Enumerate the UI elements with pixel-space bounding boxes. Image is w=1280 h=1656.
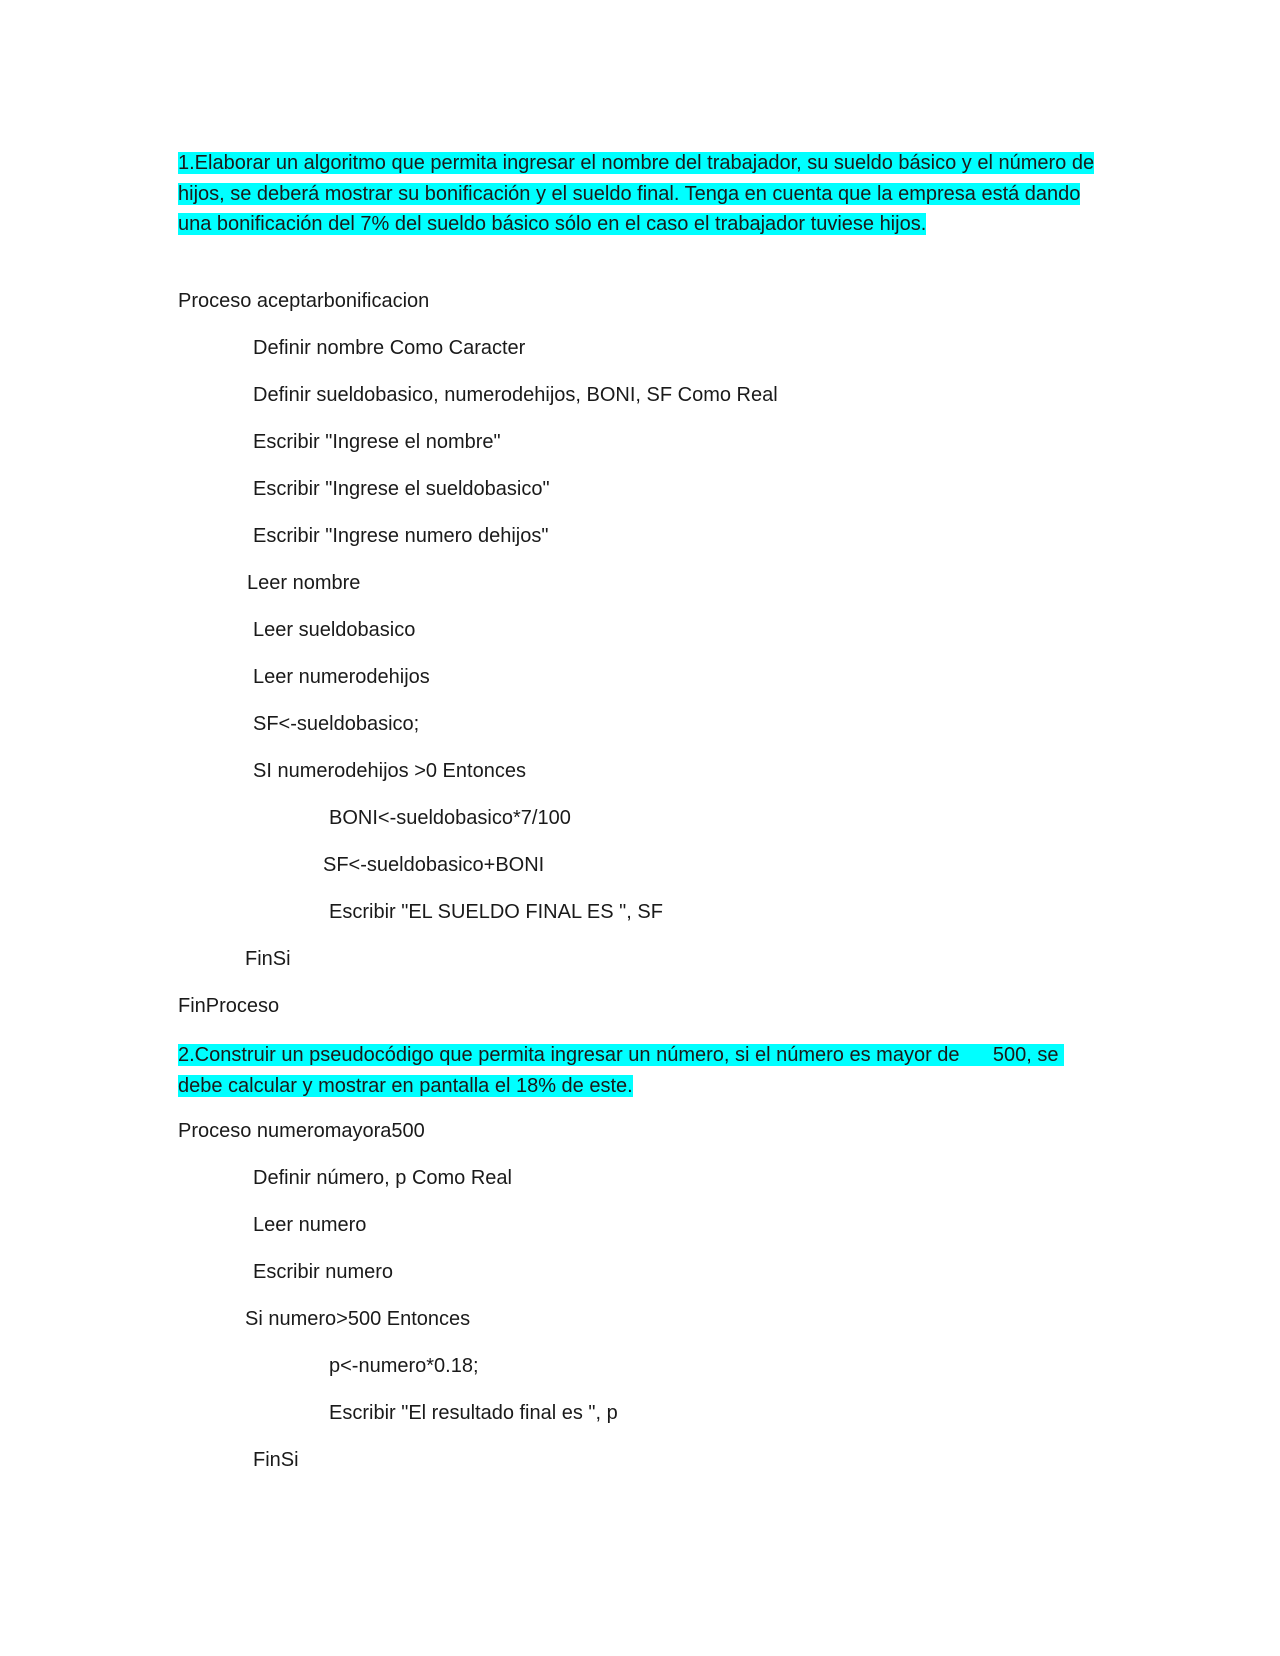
code-line: p<-numero*0.18;: [329, 1355, 479, 1377]
code-line: Leer numerodehijos: [253, 666, 430, 688]
code-line: Si numero>500 Entonces: [245, 1308, 471, 1330]
code-line: Escribir "Ingrese el nombre": [253, 431, 501, 453]
code-line: Definir sueldobasico, numerodehijos, BONI, SF Como Real: [253, 384, 778, 406]
code-line: Escribir "Ingrese numero dehijos": [253, 525, 549, 547]
exercise-2-heading: [178, 1040, 1108, 1101]
exercise-1-heading-text: 1.Elaborar un algoritmo que permita ingresar el nombre del trabajador, su sueldo básico y el número de hijos, se deberá mostrar su bonificación y el sueldo final. Tenga en cuenta que la empresa está dando una bonificación del 7% del sueldo básico sólo en el caso el trabajador tuviese hijos.: [178, 152, 1095, 235]
code-line: Leer sueldobasico: [253, 619, 416, 641]
code-line: Proceso aceptarbonificacion: [178, 290, 430, 312]
code-line: Leer numero: [253, 1214, 367, 1236]
code-line: BONI<-sueldobasico*7/100: [329, 807, 571, 829]
code-line: FinProceso: [178, 995, 280, 1017]
code-line: Definir nombre Como Caracter: [253, 337, 526, 359]
code-line: SI numerodehijos >0 Entonces: [253, 760, 526, 782]
code-line: FinSi: [245, 948, 291, 970]
code-line: FinSi: [253, 1449, 299, 1471]
code-line: Leer nombre: [247, 572, 361, 594]
code-line: Escribir "Ingrese el sueldobasico": [253, 478, 550, 500]
exercise-1-heading: [178, 148, 1108, 240]
exercise-2-heading-text: 2.Construir un pseudocódigo que permita ingresar un número, si el número es mayor de 500, se debe calcular y mostrar en pantalla el 18% de este.: [178, 1044, 1065, 1097]
code-line: Escribir numero: [253, 1261, 394, 1283]
code-line: Escribir "El resultado final es ", p: [329, 1402, 618, 1424]
code-line: Proceso numeromayora500: [178, 1120, 425, 1142]
code-line: SF<-sueldobasico;: [253, 713, 420, 735]
code-line: Escribir "EL SUELDO FINAL ES ", SF: [329, 901, 663, 923]
code-line: SF<-sueldobasico+BONI: [323, 854, 545, 876]
code-line: Definir número, p Como Real: [253, 1167, 512, 1189]
